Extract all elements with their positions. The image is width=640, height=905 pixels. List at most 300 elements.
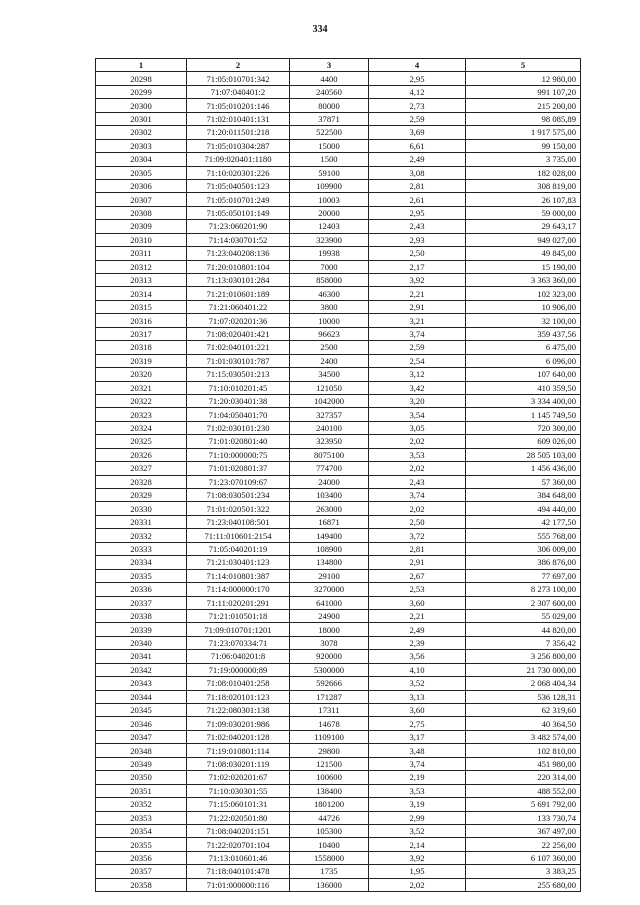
coefficient-cell: 2,75 [369,717,466,730]
coefficient-cell: 2,02 [369,435,466,448]
table-row [96,865,581,878]
coefficient-cell: 4,10 [369,663,466,676]
table-row [96,153,581,166]
table-row [96,542,581,555]
cadastral-number-cell: 71:14:030701:52 [187,233,290,246]
cadastral-number-cell: 71:15:030501:213 [187,368,290,381]
coefficient-cell: 3,42 [369,381,466,394]
row-number-cell: 20313 [96,274,187,287]
table-row [96,462,581,475]
cadastral-number-cell: 71:08:010401:258 [187,677,290,690]
value-cell: 451 980,00 [466,757,581,770]
cadastral-number-cell: 71:08:030201:119 [187,757,290,770]
coefficient-cell: 2,02 [369,502,466,515]
value-cell: 255 680,00 [466,878,581,891]
table-body [96,72,581,892]
value-cell: 49 845,00 [466,247,581,260]
row-number-cell: 20299 [96,85,187,98]
table-row [96,798,581,811]
cadastral-number-cell: 71:21:030401:123 [187,556,290,569]
coefficient-cell: 2,02 [369,462,466,475]
cadastral-number-cell: 71:04:050401:70 [187,408,290,421]
area-cell: 7000 [290,260,369,273]
cadastral-number-cell: 71:07:040401:2 [187,85,290,98]
row-number-cell: 20358 [96,878,187,891]
cadastral-number-cell: 71:09:010701:1201 [187,623,290,636]
table-row [96,314,581,327]
row-number-cell: 20357 [96,865,187,878]
table-row [96,166,581,179]
value-cell: 1 456 436,00 [466,462,581,475]
value-cell: 42 177,50 [466,515,581,528]
value-cell: 215 200,00 [466,99,581,112]
row-number-cell: 20307 [96,193,187,206]
table-row [96,448,581,461]
value-cell: 44 820,00 [466,623,581,636]
coefficient-cell: 2,21 [369,609,466,622]
area-cell: 34500 [290,368,369,381]
coefficient-cell: 3,53 [369,448,466,461]
row-number-cell: 20350 [96,771,187,784]
value-cell: 26 107,83 [466,193,581,206]
table-row [96,757,581,770]
row-number-cell: 20314 [96,287,187,300]
cadastral-number-cell: 71:08:040201:151 [187,824,290,837]
row-number-cell: 20328 [96,475,187,488]
area-cell: 10003 [290,193,369,206]
value-cell: 3 256 800,00 [466,650,581,663]
cadastral-number-cell: 71:07:020201:36 [187,314,290,327]
area-cell: 920000 [290,650,369,663]
value-cell: 2 307 600,00 [466,596,581,609]
area-cell: 16871 [290,515,369,528]
table-row [96,609,581,622]
cadastral-number-cell: 71:01:030101:787 [187,354,290,367]
coefficient-cell: 3,74 [369,327,466,340]
row-number-cell: 20336 [96,583,187,596]
value-cell: 15 190,00 [466,260,581,273]
area-cell: 263000 [290,502,369,515]
area-cell: 1109100 [290,730,369,743]
value-cell: 2 068 404,34 [466,677,581,690]
value-cell: 77 697,00 [466,569,581,582]
value-cell: 102 323,00 [466,287,581,300]
cadastral-number-cell: 71:08:020401:421 [187,327,290,340]
row-number-cell: 20344 [96,690,187,703]
row-number-cell: 20308 [96,206,187,219]
cadastral-number-cell: 71:19:010801:114 [187,744,290,757]
coefficient-cell: 2,91 [369,556,466,569]
coefficient-cell: 3,92 [369,274,466,287]
table-row [96,502,581,515]
cadastral-number-cell: 71:11:020201:291 [187,596,290,609]
area-cell: 103400 [290,489,369,502]
table-row [96,435,581,448]
value-cell: 6 096,00 [466,354,581,367]
table-row [96,287,581,300]
value-cell: 133 730,74 [466,811,581,824]
row-number-cell: 20355 [96,838,187,851]
cadastral-number-cell: 71:19:000000:89 [187,663,290,676]
row-number-cell: 20332 [96,529,187,542]
value-cell: 40 364,50 [466,717,581,730]
area-cell: 8075100 [290,448,369,461]
table-row [96,596,581,609]
row-number-cell: 20311 [96,247,187,260]
row-number-cell: 20330 [96,502,187,515]
table-row [96,556,581,569]
cadastral-number-cell: 71:05:010201:146 [187,99,290,112]
area-cell: 774700 [290,462,369,475]
cadastral-number-cell: 71:05:010701:249 [187,193,290,206]
cadastral-number-cell: 71:01:020801:40 [187,435,290,448]
area-cell: 109900 [290,179,369,192]
area-cell: 522500 [290,126,369,139]
coefficient-cell: 2,17 [369,260,466,273]
coefficient-cell: 3,52 [369,677,466,690]
coefficient-cell: 3,60 [369,596,466,609]
cadastral-number-cell: 71:05:010304:287 [187,139,290,152]
area-cell: 240560 [290,85,369,98]
value-cell: 8 273 100,00 [466,583,581,596]
area-cell: 10000 [290,314,369,327]
area-cell: 1801200 [290,798,369,811]
row-number-cell: 20333 [96,542,187,555]
coefficient-cell: 2,59 [369,112,466,125]
value-cell: 3 482 574,00 [466,730,581,743]
table-row [96,636,581,649]
area-cell: 24000 [290,475,369,488]
row-number-cell: 20322 [96,394,187,407]
coefficient-cell: 2,95 [369,206,466,219]
table-row [96,99,581,112]
area-cell: 100600 [290,771,369,784]
table-row [96,260,581,273]
row-number-cell: 20303 [96,139,187,152]
coefficient-cell: 6,61 [369,139,466,152]
table-row [96,784,581,797]
cadastral-number-cell: 71:18:020101:123 [187,690,290,703]
table-row [96,85,581,98]
row-number-cell: 20331 [96,515,187,528]
value-cell: 609 026,00 [466,435,581,448]
coefficient-cell: 2,49 [369,623,466,636]
table-row [96,650,581,663]
row-number-cell: 20323 [96,408,187,421]
cadastral-number-cell: 71:01:020501:322 [187,502,290,515]
value-cell: 720 300,00 [466,421,581,434]
cadastral-number-cell: 71:21:060401:22 [187,300,290,313]
row-number-cell: 20316 [96,314,187,327]
value-cell: 3 383,25 [466,865,581,878]
table-row [96,569,581,582]
table-row [96,744,581,757]
row-number-cell: 20338 [96,609,187,622]
cadastral-number-cell: 71:22:020701:104 [187,838,290,851]
cadastral-number-cell: 71:23:040108:501 [187,515,290,528]
coefficient-cell: 2,50 [369,247,466,260]
row-number-cell: 20352 [96,798,187,811]
area-cell: 20000 [290,206,369,219]
table-row [96,368,581,381]
cadastral-number-cell: 71:09:020401:1180 [187,153,290,166]
row-number-cell: 20317 [96,327,187,340]
coefficient-cell: 2,61 [369,193,466,206]
cadastral-number-cell: 71:10:030301:55 [187,784,290,797]
area-cell: 3078 [290,636,369,649]
coefficient-cell: 2,81 [369,542,466,555]
coefficient-cell: 3,74 [369,757,466,770]
row-number-cell: 20318 [96,341,187,354]
value-cell: 991 107,20 [466,85,581,98]
row-number-cell: 20341 [96,650,187,663]
coefficient-cell: 2,02 [369,878,466,891]
value-cell: 308 819,00 [466,179,581,192]
table-row [96,327,581,340]
area-cell: 1500 [290,153,369,166]
table-row [96,690,581,703]
table-row [96,583,581,596]
table-row [96,421,581,434]
cadastral-number-cell: 71:05:040201:19 [187,542,290,555]
row-number-cell: 20345 [96,704,187,717]
coefficient-cell: 1,95 [369,865,466,878]
value-cell: 536 128,31 [466,690,581,703]
coefficient-cell: 2,95 [369,72,466,85]
cadastral-number-cell: 71:02:040201:128 [187,730,290,743]
coefficient-cell: 3,52 [369,824,466,837]
coefficient-cell: 2,49 [369,153,466,166]
row-number-cell: 20312 [96,260,187,273]
table-row [96,771,581,784]
area-cell: 171287 [290,690,369,703]
area-cell: 105300 [290,824,369,837]
cadastral-number-cell: 71:09:030201:986 [187,717,290,730]
table-row [96,704,581,717]
cadastral-number-cell: 71:02:010401:131 [187,112,290,125]
table-row [96,717,581,730]
value-cell: 7 356,42 [466,636,581,649]
row-number-cell: 20324 [96,421,187,434]
row-number-cell: 20348 [96,744,187,757]
coefficient-cell: 3,48 [369,744,466,757]
value-cell: 6 475,00 [466,341,581,354]
area-cell: 108900 [290,542,369,555]
cadastral-number-cell: 71:14:010801:387 [187,569,290,582]
table-row [96,811,581,824]
area-cell: 121500 [290,757,369,770]
column-header-4: 4 [369,59,466,72]
value-cell: 12 980,00 [466,72,581,85]
value-cell: 99 150,00 [466,139,581,152]
row-number-cell: 20320 [96,368,187,381]
area-cell: 18000 [290,623,369,636]
coefficient-cell: 3,12 [369,368,466,381]
coefficient-cell: 2,73 [369,99,466,112]
cadastral-number-cell: 71:23:070334:71 [187,636,290,649]
coefficient-cell: 2,21 [369,287,466,300]
row-number-cell: 20335 [96,569,187,582]
row-number-cell: 20337 [96,596,187,609]
table-row [96,851,581,864]
row-number-cell: 20343 [96,677,187,690]
cadastral-number-cell: 71:08:030501:234 [187,489,290,502]
value-cell: 3 334 400,00 [466,394,581,407]
area-cell: 858000 [290,274,369,287]
cadastral-number-cell: 71:10:000000:75 [187,448,290,461]
cadastral-number-cell: 71:20:030401:38 [187,394,290,407]
value-cell: 32 100,00 [466,314,581,327]
coefficient-cell: 2,99 [369,811,466,824]
coefficient-cell: 2,43 [369,475,466,488]
cadastral-number-cell: 71:13:030101:284 [187,274,290,287]
coefficient-cell: 3,72 [369,529,466,542]
value-cell: 488 552,00 [466,784,581,797]
value-cell: 28 505 103,00 [466,448,581,461]
table-row [96,300,581,313]
value-cell: 6 107 360,00 [466,851,581,864]
cadastral-number-cell: 71:21:010501:18 [187,609,290,622]
area-cell: 19938 [290,247,369,260]
area-cell: 5300000 [290,663,369,676]
value-cell: 182 028,00 [466,166,581,179]
table-row [96,838,581,851]
row-number-cell: 20327 [96,462,187,475]
area-cell: 1735 [290,865,369,878]
row-number-cell: 20309 [96,220,187,233]
cadastral-number-cell: 71:06:040201:8 [187,650,290,663]
area-cell: 24900 [290,609,369,622]
coefficient-cell: 2,67 [369,569,466,582]
cadastral-number-cell: 71:23:070109:67 [187,475,290,488]
table-row [96,112,581,125]
coefficient-cell: 4,12 [369,85,466,98]
coefficient-cell: 2,93 [369,233,466,246]
coefficient-cell: 2,14 [369,838,466,851]
cadastral-number-cell: 71:01:020801:37 [187,462,290,475]
area-cell: 149400 [290,529,369,542]
row-number-cell: 20339 [96,623,187,636]
table-row [96,475,581,488]
table-row [96,408,581,421]
cadastral-number-cell: 71:02:030101:230 [187,421,290,434]
area-cell: 17311 [290,704,369,717]
cadastral-number-cell: 71:10:010201:45 [187,381,290,394]
coefficient-cell: 2,81 [369,179,466,192]
area-cell: 4400 [290,72,369,85]
cadastral-number-cell: 71:23:040208:136 [187,247,290,260]
area-cell: 59100 [290,166,369,179]
cadastral-number-cell: 71:21:010601:189 [187,287,290,300]
table-row [96,381,581,394]
row-number-cell: 20351 [96,784,187,797]
row-number-cell: 20302 [96,126,187,139]
area-cell: 1558000 [290,851,369,864]
value-cell: 21 730 000,00 [466,663,581,676]
table-row [96,206,581,219]
coefficient-cell: 3,19 [369,798,466,811]
coefficient-cell: 2,91 [369,300,466,313]
value-cell: 1 145 749,50 [466,408,581,421]
cadastral-number-cell: 71:22:080301:138 [187,704,290,717]
coefficient-cell: 2,50 [369,515,466,528]
row-number-cell: 20342 [96,663,187,676]
area-cell: 240100 [290,421,369,434]
cadastral-number-cell: 71:02:040101:221 [187,341,290,354]
area-cell: 121050 [290,381,369,394]
value-cell: 55 029,00 [466,609,581,622]
value-cell: 29 643,17 [466,220,581,233]
area-cell: 3270000 [290,583,369,596]
table-row [96,126,581,139]
coefficient-cell: 3,53 [369,784,466,797]
area-cell: 592666 [290,677,369,690]
table-row [96,72,581,85]
table-row [96,274,581,287]
value-cell: 62 319,60 [466,704,581,717]
area-cell: 29800 [290,744,369,757]
value-cell: 555 768,00 [466,529,581,542]
table-row [96,677,581,690]
cadastral-number-cell: 71:05:050101:149 [187,206,290,219]
row-number-cell: 20349 [96,757,187,770]
coefficient-cell: 3,21 [369,314,466,327]
row-number-cell: 20356 [96,851,187,864]
coefficient-cell: 2,59 [369,341,466,354]
value-cell: 386 876,00 [466,556,581,569]
column-header-5: 5 [466,59,581,72]
row-number-cell: 20326 [96,448,187,461]
area-cell: 134800 [290,556,369,569]
coefficient-cell: 3,54 [369,408,466,421]
coefficient-cell: 3,74 [369,489,466,502]
area-cell: 327357 [290,408,369,421]
row-number-cell: 20347 [96,730,187,743]
cadastral-number-cell: 71:15:060101:31 [187,798,290,811]
area-cell: 2500 [290,341,369,354]
value-cell: 107 640,00 [466,368,581,381]
row-number-cell: 20334 [96,556,187,569]
value-cell: 5 691 792,00 [466,798,581,811]
value-cell: 1 917 575,00 [466,126,581,139]
coefficient-cell: 2,54 [369,354,466,367]
area-cell: 15000 [290,139,369,152]
cadastral-number-cell: 71:20:010801:104 [187,260,290,273]
value-cell: 367 497,00 [466,824,581,837]
row-number-cell: 20301 [96,112,187,125]
value-cell: 3 363 360,00 [466,274,581,287]
table-row [96,247,581,260]
row-number-cell: 20329 [96,489,187,502]
value-cell: 22 256,00 [466,838,581,851]
row-number-cell: 20298 [96,72,187,85]
cadastral-number-cell: 71:11:010601:2154 [187,529,290,542]
table-row [96,179,581,192]
cadastral-number-cell: 71:10:020301:226 [187,166,290,179]
coefficient-cell: 2,53 [369,583,466,596]
cadastral-number-cell: 71:22:020501:80 [187,811,290,824]
column-header-1: 1 [96,59,187,72]
value-cell: 57 360,00 [466,475,581,488]
table-row [96,193,581,206]
table-row [96,730,581,743]
table-row [96,233,581,246]
area-cell: 44726 [290,811,369,824]
area-cell: 323900 [290,233,369,246]
row-number-cell: 20321 [96,381,187,394]
row-number-cell: 20319 [96,354,187,367]
table-row [96,663,581,676]
